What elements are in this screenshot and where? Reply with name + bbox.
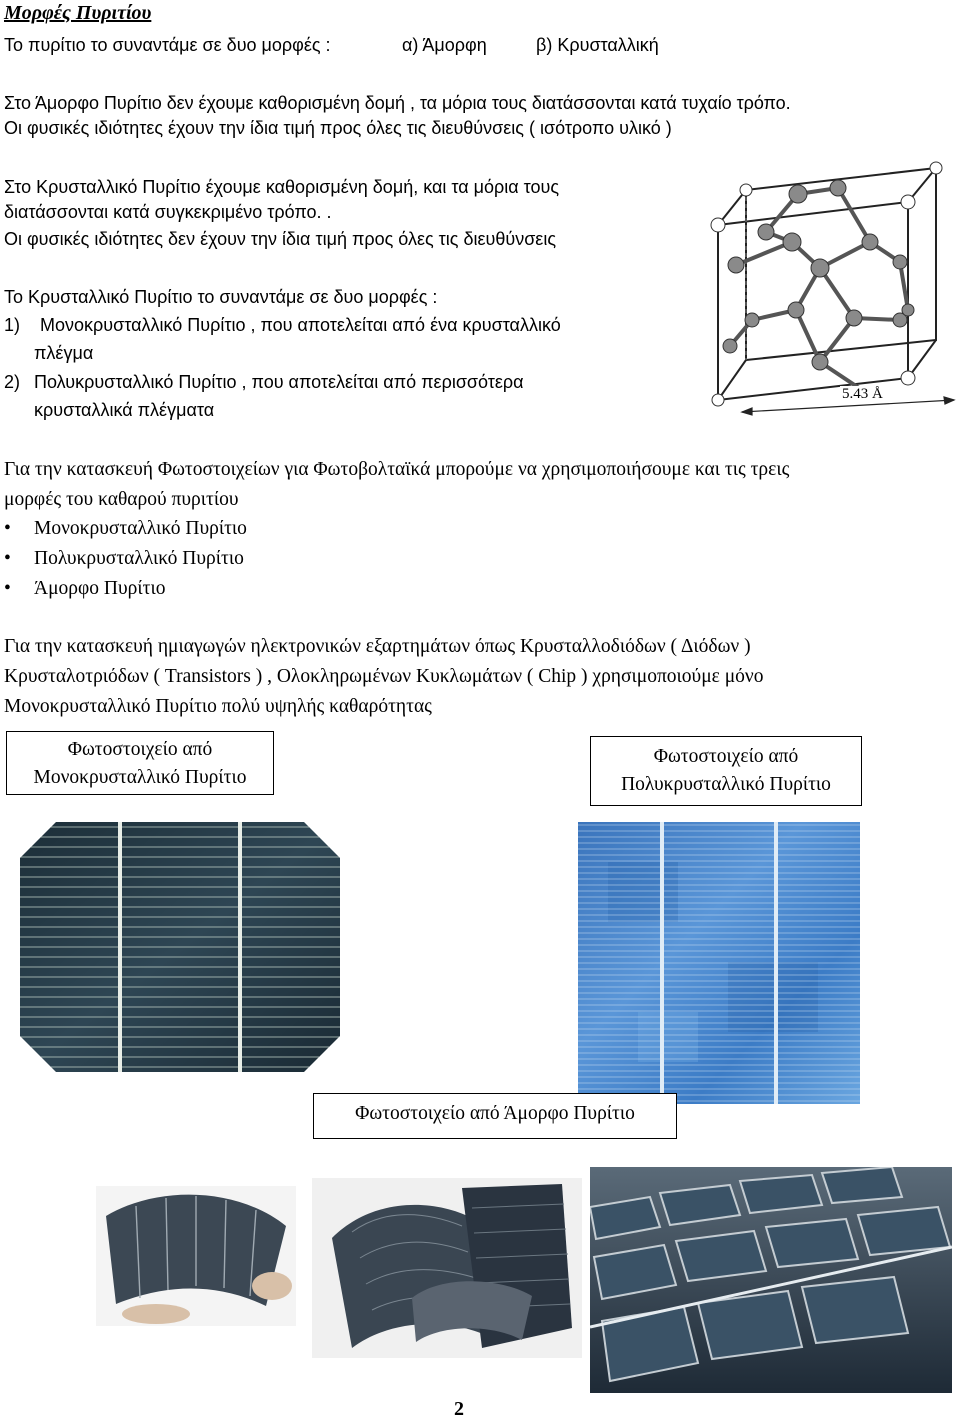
bullet-item-amorphous: Άμορφο Πυρίτιο: [34, 578, 166, 599]
bullet-dot: •: [4, 518, 11, 539]
crystalline-line-1: Στο Κρυσταλλικό Πυρίτιο έχουμε καθορισμένη δομή, και τα μόρια τους: [4, 177, 560, 197]
semiconductor-line-2: Κρυσταλοτριόδων ( Transistors ) , Ολοκληρωμένων Κυκλωμάτων ( Chip ) χρησιμοποιούμε μόνο: [4, 666, 764, 687]
page-title: Μορφές Πυριτίου: [4, 2, 152, 24]
lattice-constant-label: 5.43 Å: [842, 386, 883, 402]
amorphous-line-1: Στο Άμορφο Πυρίτιο δεν έχουμε καθορισμένη δομή , τα μόρια τους διατάσσονται κατά τυχαίο τρόπο.: [4, 93, 791, 113]
caption-box-mono: [6, 731, 274, 795]
bullet-dot: •: [4, 548, 11, 569]
semiconductor-line-3: Μονοκρυσταλλικό Πυρίτιο πολύ υψηλής καθαρότητας: [4, 696, 432, 717]
semiconductor-line-1: Για την κατασκευή ημιαγωγών ηλεκτρονικών εξαρτημάτων όπως Κρυσταλλοδιόδων ( Διόδων ): [4, 636, 751, 657]
list-item-mono: Μονοκρυσταλλικό Πυρίτιο , που αποτελείται από ένα κρυσταλλικό: [40, 315, 561, 335]
form-b-label: β) Κρυσταλλική: [536, 35, 659, 55]
list-item-poly-cont: κρυσταλλικά πλέγματα: [34, 400, 215, 420]
bullet-dot: •: [4, 578, 11, 599]
caption-mono-line-2: Μονοκρυσταλλικό Πυρίτιο: [33, 767, 247, 788]
crystalline-line-2: διατάσσονται κατά συγκεκριμένο τρόπο. .: [4, 202, 332, 222]
pv-line-2: μορφές του καθαρού πυριτίου: [4, 489, 239, 510]
bullet-item-mono: Μονοκρυσταλλικό Πυρίτιο: [34, 518, 247, 539]
amorphous-line-2: Οι φυσικές ιδιότητες έχουν την ίδια τιμή προς όλες τις διευθύνσεις ( ισότροπο υλικό ): [4, 118, 672, 138]
list-item-number: 1): [4, 315, 21, 335]
polycrystalline-cell-image: [578, 822, 860, 1104]
monocrystalline-cell-image: [20, 822, 340, 1072]
list-item-poly: Πολυκρυσταλλικό Πυρίτιο , που αποτελείται από περισσότερα: [34, 372, 524, 392]
crystalline-line-3: Οι φυσικές ιδιότητες δεν έχουν την ίδια τιμή προς όλες τις διευθύνσεις: [4, 229, 557, 249]
intro-text: Το πυρίτιο το συναντάμε σε δυο μορφές :: [4, 35, 331, 55]
list-item-mono-cont: πλέγμα: [34, 343, 94, 363]
amorphous-solar-field-image: [590, 1167, 952, 1393]
page-number: 2: [454, 1398, 464, 1420]
caption-mono-line-1: Φωτοστοιχείο από: [67, 739, 213, 760]
bullet-item-poly: Πολυκρυσταλλικό Πυρίτιο: [34, 548, 244, 569]
form-a-label: α) Άμορφη: [402, 35, 487, 55]
silicon-lattice-diagram: [708, 150, 958, 420]
crystal-forms-intro: Το Κρυσταλλικό Πυρίτιο το συναντάμε σε δυο μορφές :: [4, 287, 438, 307]
caption-box-amorphous: Φωτοστοιχείο από Άμορφο Πυρίτιο: [313, 1093, 677, 1139]
caption-poly-line-1: Φωτοστοιχείο από: [653, 746, 799, 767]
caption-box-poly: [590, 736, 862, 806]
caption-poly-line-2: Πολυκρυσταλλικό Πυρίτιο: [621, 774, 831, 795]
pv-line-1: Για την κατασκευή Φωτοστοιχείων για Φωτοβολταϊκά μπορούμε να χρησιμοποιήσουμε και τις τρεις: [4, 459, 790, 480]
flexible-amorphous-panels-image: [312, 1178, 582, 1358]
hand-held-flexible-cell-image: [96, 1186, 296, 1326]
list-item-number: 2): [4, 372, 21, 392]
